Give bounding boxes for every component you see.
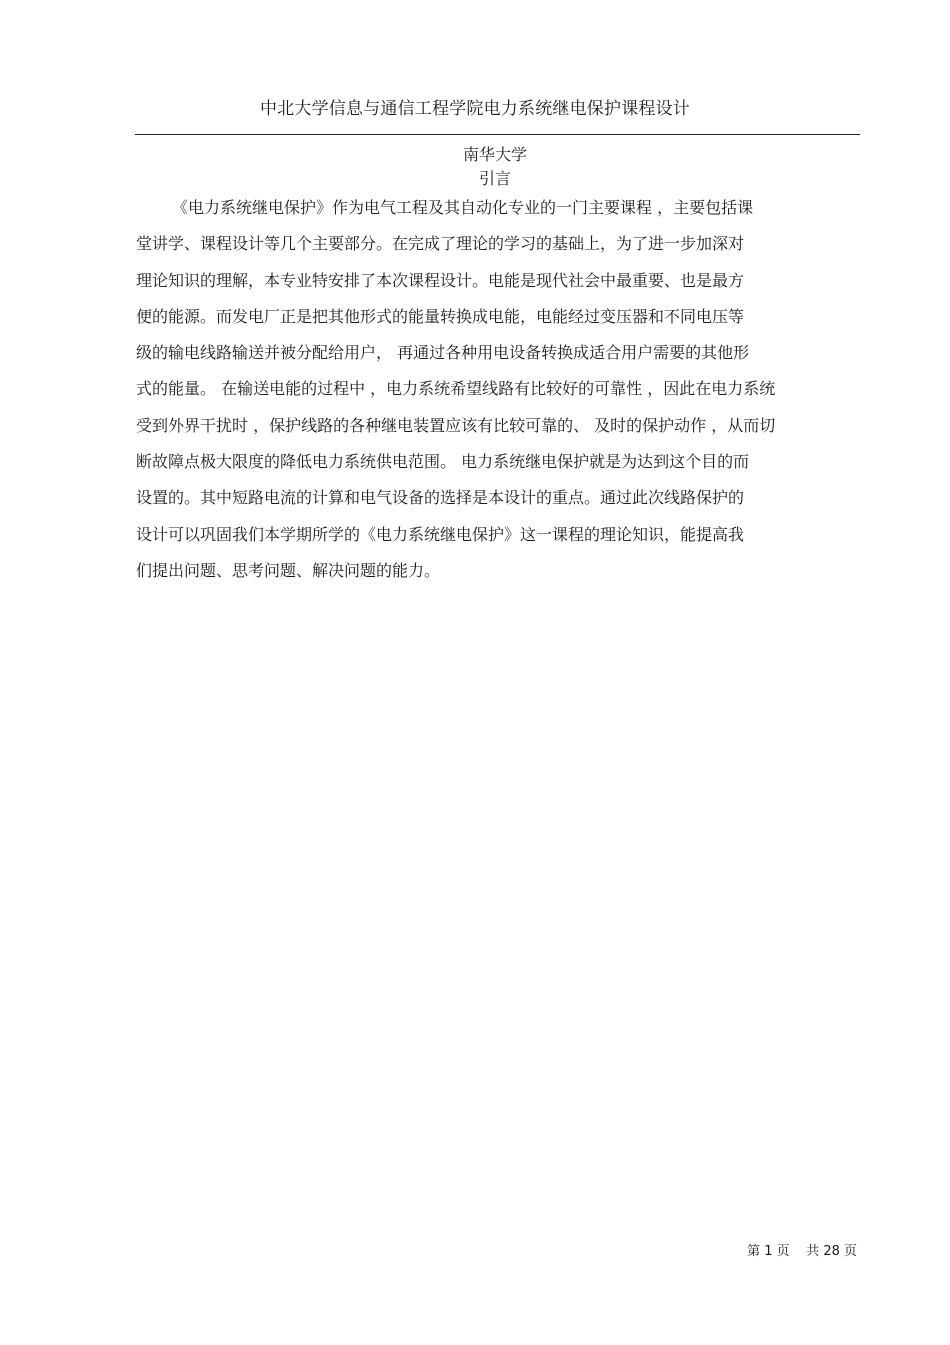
body-line: 设置的。其中短路电流的计算和电气设备的选择是本设计的重点。通过此次线路保护的: [136, 488, 745, 508]
body-line: 级的输电线路输送并被分配给用户， 再通过各种用电设备转换成适合用户需要的其他形: [136, 343, 750, 363]
body-line: 断故障点极大限度的降低电力系统供电范围。 电力系统继电保护就是为达到这个目的而: [136, 452, 750, 472]
body-line: 理论知识的理解，本专业特安排了本次课程设计。电能是现代社会中最重要、也是最方: [136, 270, 745, 290]
university-name: 南华大学: [462, 145, 527, 164]
body-paragraph: [136, 190, 866, 589]
page-header-title: 中北大学信息与通信工程学院电力系统继电保护课程设计: [260, 99, 690, 119]
body-line: 们提出问题、思考问题、解决问题的能力。: [136, 560, 441, 580]
page-number: 第 1 页 共 28 页: [747, 1244, 857, 1259]
body-line: 《电力系统继电保护》作为电气工程及其自动化专业的一门主要课程 ，主要包括课: [172, 198, 754, 217]
body-line: 便的能源。而发电厂正是把其他形式的能量转换成电能，电能经过变压器和不同电压等: [136, 306, 745, 326]
body-line: 受到外界干扰时 ，保护线路的各种继电装置应该有比较可靠的、 及时的保护动作 ，从而切: [136, 415, 776, 435]
body-line: 设计可以巩固我们本学期所学的《电力系统继电保护》这一课程的理论知识，能提高我: [136, 524, 745, 544]
body-line: 式的能量。 在输送电能的过程中 ，电力系统希望线路有比较好的可靠性 ，因此在电力系统: [136, 379, 776, 399]
section-title: 引言: [478, 169, 511, 188]
header-divider: [135, 134, 860, 135]
body-line: 堂讲学、课程设计等几个主要部分。在完成了理论的学习的基础上，为了进一步加深对: [136, 234, 745, 254]
